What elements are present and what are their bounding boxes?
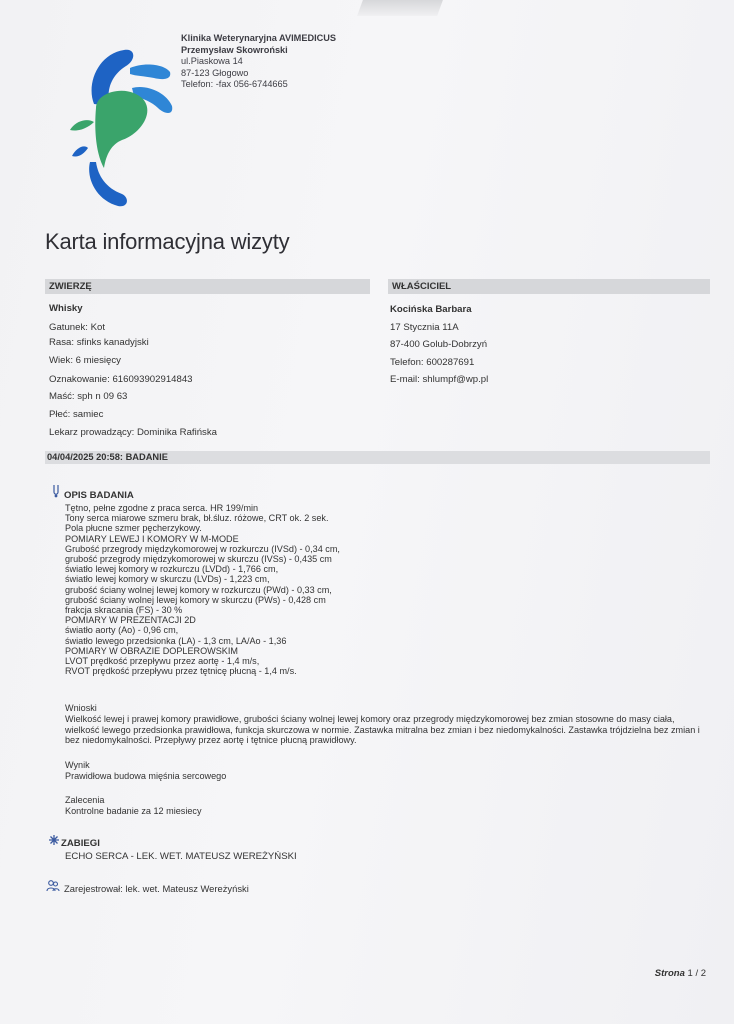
visit-header: 04/04/2025 20:58: BADANIE	[47, 452, 168, 462]
page-total: / 2	[695, 968, 706, 979]
animal-doctor: Lekarz prowadzący: Dominika Rafińska	[49, 427, 217, 438]
exam-line: RVOT prędkość przepływu przez tętnicę płucną - 1,4 m/s.	[65, 666, 297, 677]
exam-line: POMIARY W PREZENTACJI 2D	[65, 615, 196, 626]
exam-line: Tętno, pełne zgodne z praca serca. HR 199/min	[65, 503, 259, 513]
recommend-label: Zalecenia	[65, 795, 105, 805]
exam-line: światło lewej komory w skurczu (LVDs) - 1,223 cm,	[65, 574, 270, 585]
owner-city: 87-400 Golub-Dobrzyń	[390, 339, 488, 350]
exam-line: POMIARY LEWEJ I KOMORY W M-MODE	[65, 533, 239, 544]
conclusions-label: Wnioski	[65, 703, 97, 713]
owner-header: WŁAŚCICIEL	[392, 281, 452, 292]
scan-shadow	[357, 0, 443, 16]
exam-line: grubość ściany wolnej lewej komory w skurczu (PWs) - 0,428 cm	[65, 594, 326, 605]
page-label: Strona	[654, 968, 685, 979]
animal-header-bar	[45, 279, 370, 294]
animal-color: Maść: sph n 09 63	[49, 391, 128, 402]
registered-by: Zarejestrował: lek. wet. Mateusz Wereżyński	[64, 883, 249, 894]
clinic-name: Klinika Weterynaryjna AVIMEDICUS	[181, 33, 337, 43]
clinic-phone: Telefon: -fax 056-6744665	[181, 79, 288, 90]
exam-line: światło lewego przedsionka (LA) - 1,3 cm, LA/Ao - 1,36	[65, 635, 287, 646]
conclusions-block	[65, 703, 710, 746]
recommend-block	[65, 795, 710, 817]
owner-street: 17 Stycznia 11A	[390, 322, 459, 333]
owner-header-bar	[388, 279, 710, 294]
clinic-city: 87-123 Głogowo	[181, 67, 249, 78]
exam-line: frakcja skracania (FS) - 30 %	[65, 605, 183, 616]
conclusions-text: Wielkość lewej i prawej komory prawidłowe, grubości ściany wolnej lewej komory oraz przegrody międzykomorowej bez zmian stosowne do masy ciała, wielkość lewego przedsionka prawidłowa, funkcja skurczowa w normie. Zastawka mitralna bez zmian i bez niedomykalności. Zastawka trójdzielna bez zmian i bez niedomykalności. Przepływy przez aortę i tętnice płucną prawidłowy.	[65, 713, 700, 746]
recommend-text: Kontrolne badanie za 12 miesiecy	[65, 805, 202, 816]
page-indicator	[655, 968, 706, 979]
exam-line: Pola płucne szmer pęcherzykowy.	[65, 523, 202, 534]
owner-phone: Telefon: 600287691	[390, 357, 475, 368]
exam-line: Grubość przegrody międzykomorowej w rozkurczu (IVSd) - 0,34 cm,	[65, 543, 340, 554]
user-group-icon	[46, 879, 60, 893]
exam-lines	[65, 503, 705, 676]
owner-name: Kocińska Barbara	[390, 304, 472, 315]
exam-line: światło lewej komory w rozkurczu (LVDd) - 1,766 cm,	[65, 564, 279, 575]
procedure-icon	[48, 834, 60, 846]
animal-sex: Płeć: samiec	[49, 409, 104, 420]
exam-line: Tony serca miarowe szmeru brak, bł.śluz. różowe, CRT ok. 2 sek.	[65, 513, 329, 524]
owner-email: E-mail: shlumpf@wp.pl	[390, 374, 489, 385]
stethoscope-icon	[52, 484, 60, 498]
procedures-header: ZABIEGI	[61, 838, 100, 849]
clinic-owner: Przemysław Skowroński	[181, 44, 288, 55]
result-block	[65, 760, 710, 782]
animal-header: ZWIERZĘ	[49, 281, 92, 292]
animal-age: Wiek: 6 miesięcy	[49, 355, 121, 366]
animal-breed: Rasa: sfinks kanadyjski	[49, 337, 149, 348]
visit-header-bar	[45, 451, 710, 464]
procedure-item: ECHO SERCA - LEK. WET. MATEUSZ WEREŻYŃSKI	[65, 851, 297, 862]
exam-line: grubość ściany wolnej lewej komory w rozkurczu (PWd) - 0,33 cm,	[65, 584, 332, 595]
result-text: Prawidłowa budowa mięśnia sercowego	[65, 770, 227, 781]
exam-line: LVOT prędkość przepływu przez aortę - 1,4 m/s,	[65, 656, 260, 667]
clinic-info	[181, 33, 336, 91]
exam-line: grubość przegrody międzykomorowej w skurczu (IVSs) - 0,435 cm	[65, 554, 332, 565]
clinic-street: ul.Piaskowa 14	[181, 56, 243, 67]
animal-species: Gatunek: Kot	[49, 322, 105, 333]
exam-line: światło aorty (Ao) - 0,96 cm,	[65, 625, 179, 636]
result-label: Wynik	[65, 760, 90, 770]
clinic-logo-icon	[66, 44, 178, 210]
exam-header: OPIS BADANIA	[64, 490, 134, 501]
animal-marking: Oznakowanie: 616093902914843	[49, 374, 193, 385]
page-number: 1	[687, 968, 693, 979]
exam-line: POMIARY W OBRAZIE DOPLEROWSKIM	[65, 645, 238, 656]
page-title: Karta informacyjna wizyty	[45, 229, 290, 254]
animal-name: Whisky	[49, 303, 83, 314]
